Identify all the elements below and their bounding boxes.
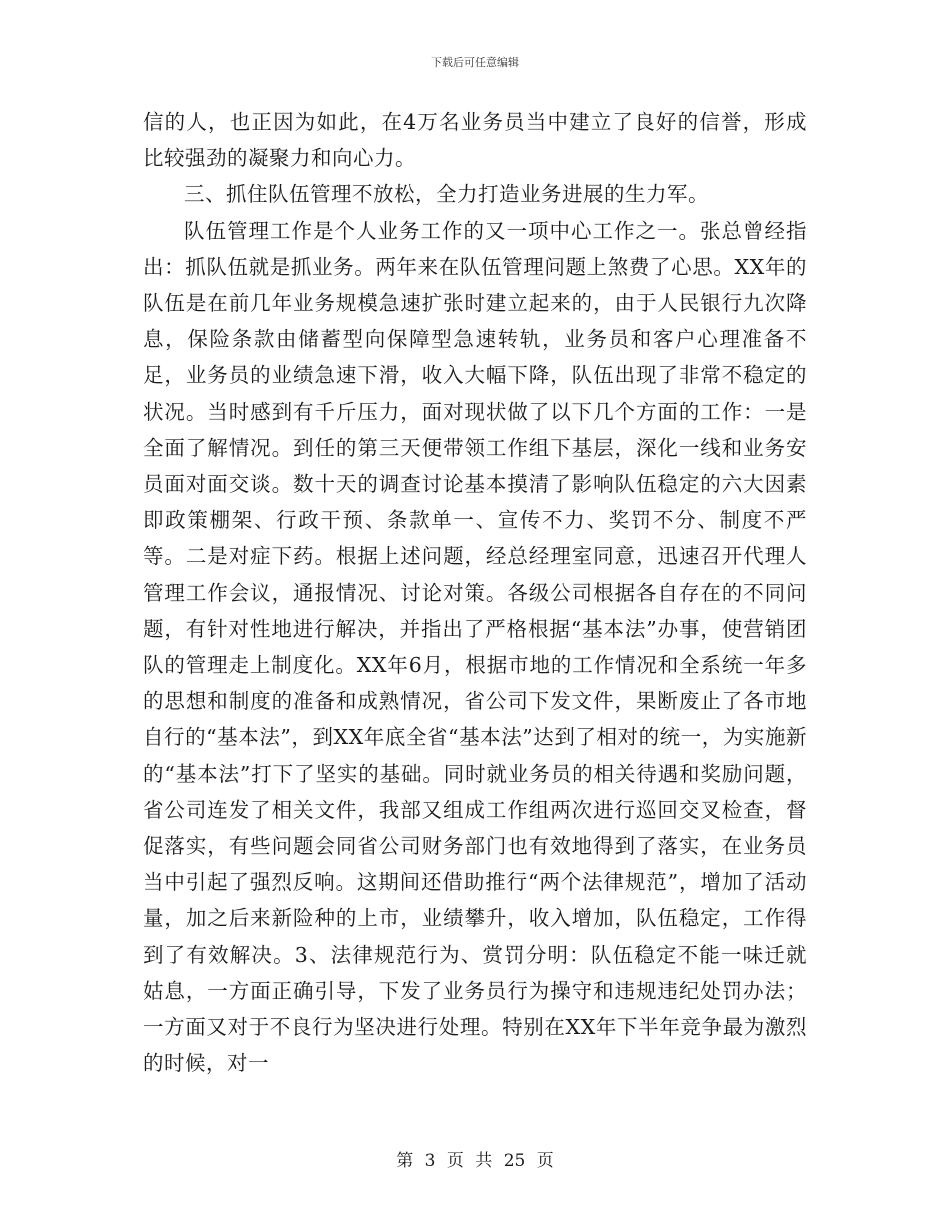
document-body [143,104,807,1081]
section-heading: 三、抓住队伍管理不放松，全力打造业务进展的生力军。 [184,182,709,207]
page-number: 第 3 页 共 25 页 [396,1151,554,1171]
page-header-note: 下载后可任意编辑 [431,56,519,69]
paragraph-team-management: 队伍管理工作是个人业务工作的又一项中心工作之一。张总曾经指出：抓队伍就是抓业务。两年来在队伍管理问题上煞费了心思。XX年的队伍是在前几年业务规模急速扩张时建立起来的，由于人民银行九次降息，保险条款由储蓄型向保障型急速转轨，业务员和客户心理准备不足，业务员的业绩急速下滑，收入大幅下降，队伍出现了非常不稳定的状况。当时感到有千斤压力，面对现状做了以下几个方面的工作：一是全面了解情况。到任的第三天便带领工作组下基层，深化一线和业务安员面对面交谈。数十天的调查讨论基本摸清了影响队伍稳定的六大因素即政策棚架、行政干预、条款单一、宣传不力、奖罚不分、制度不严等。二是对症下药。根据上述问题，经总经理室同意，迅速召开代理人管理工作会议，通报情况、讨论对策。各级公司根据各自存在的不同问题，有针对性地进行解决，并指出了严格根据“基本法”办事，使营销团队的管理走上制度化。XX年6月，根据市地的工作情况和全系统一年多的思想和制度的准备和成熟情况，省公司下发文件，果断废止了各市地自行的“基本法”，到XX年底全省“基本法”达到了相对的统一，为实施新的“基本法”打下了坚实的基础。同时就业务员的相关待遇和奖励问题，省公司连发了相关文件，我部又组成工作组两次进行巡回交叉检查，督促落实，有些问题会同省公司财务部门也有效地得到了落实，在业务员当中引起了强烈反响。这期间还借助推行“两个法律规范”，增加了活动量，加之后来新险种的上市，业绩攀升，收入增加，队伍稳定，工作得到了有效解决。3、法律规范行为、赏罚分明：队伍稳定不能一味迁就姑息，一方面正确引导，下发了业务员行为操守和违规违纪处罚办法；一方面又对于不良行为坚决进行处理。特别在XX年下半年竞争最为激烈的时候，对一 [143,218,807,1076]
paragraph-continuation: 信的人，也正因为如此，在4万名业务员当中建立了良好的信誉，形成比较强劲的凝聚力和向心力。 [143,110,807,171]
